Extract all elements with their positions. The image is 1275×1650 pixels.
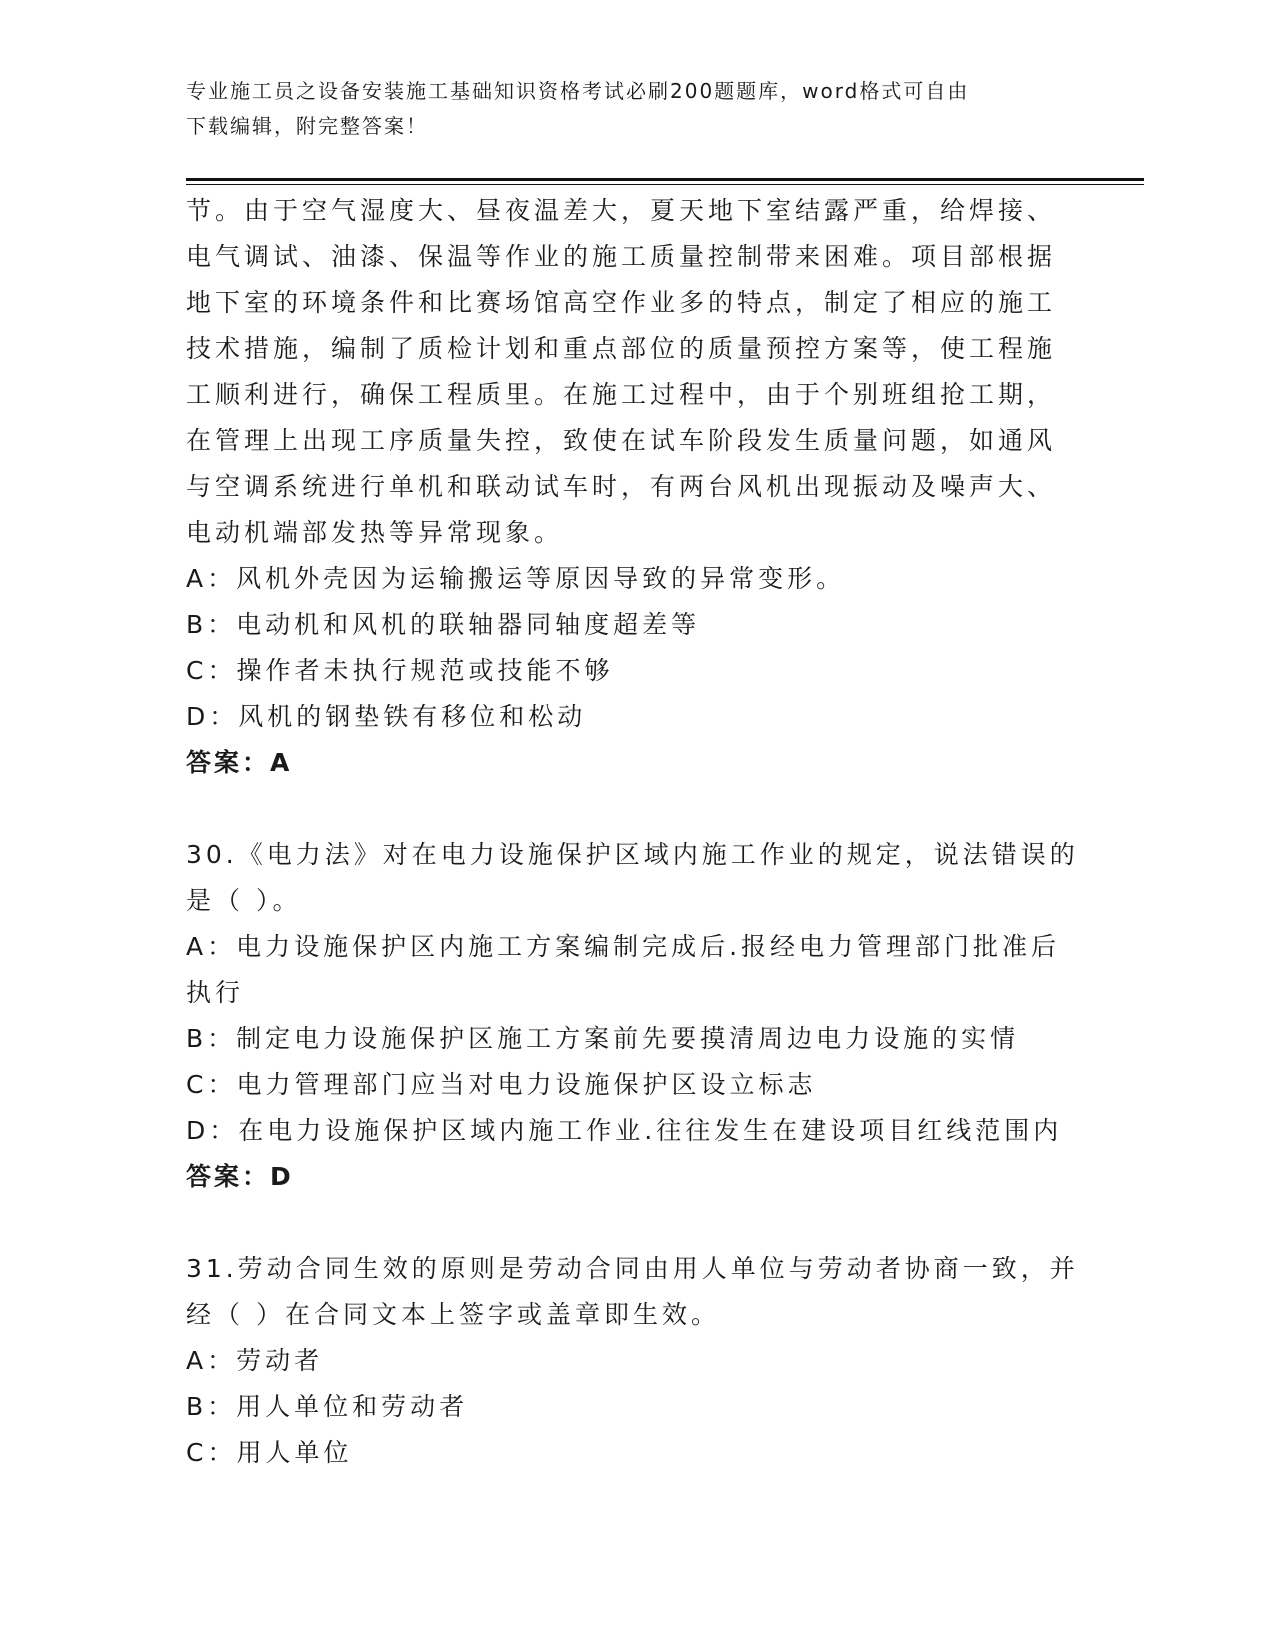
header-line-2: 下载编辑，附完整答案！	[186, 114, 428, 138]
question-stem-line: 31.劳动合同生效的原则是劳动合同由用人单位与劳动者协商一致，并	[186, 1254, 1079, 1283]
question-stem-line: 工顺利进行，确保工程质里。在施工过程中，由于个别班组抢工期，	[186, 380, 1057, 409]
question-spacer	[186, 1200, 1066, 1246]
option-c: C：操作者未执行规范或技能不够	[186, 656, 614, 685]
question-stem-line: 电气调试、油漆、保温等作业的施工质量控制带来困难。项目部根据	[186, 242, 1057, 271]
answer-label: 答案：A	[186, 748, 293, 777]
option-d: D：在电力设施保护区域内施工作业.往往发生在建设项目红线范围内	[186, 1116, 1063, 1145]
option-c: C：电力管理部门应当对电力设施保护区设立标志	[186, 1070, 817, 1099]
option-a: A：电力设施保护区内施工方案编制完成后.报经电力管理部门批准后	[186, 932, 1061, 961]
header-rule	[186, 178, 1144, 181]
question-stem-line: 30.《电力法》对在电力设施保护区域内施工作业的规定，说法错误的	[186, 840, 1079, 869]
option-a-continued: 执行	[186, 978, 245, 1007]
header-line-1: 专业施工员之设备安装施工基础知识资格考试必刷200题题库，word格式可自由	[186, 79, 970, 103]
question-stem-line: 节。由于空气湿度大、昼夜温差大，夏天地下室结露严重，给焊接、	[186, 196, 1057, 225]
page-header	[186, 74, 1086, 144]
document-body	[186, 188, 1079, 1476]
question-stem-line: 与空调系统进行单机和联动试车时，有两台风机出现振动及噪声大、	[186, 472, 1057, 501]
question-30	[186, 832, 1079, 1200]
question-stem-line: 是（ ）。	[186, 886, 302, 915]
option-c: C：用人单位	[186, 1438, 353, 1467]
question-spacer	[186, 786, 1066, 832]
option-a: A：劳动者	[186, 1346, 324, 1375]
question-31	[186, 1246, 1079, 1476]
question-stem-line: 电动机端部发热等异常现象。	[186, 518, 564, 547]
option-b: B：电动机和风机的联轴器同轴度超差等	[186, 610, 701, 639]
option-b: B：制定电力设施保护区施工方案前先要摸清周边电力设施的实情	[186, 1024, 1020, 1053]
question-stem-line: 技术措施，编制了质检计划和重点部位的质量预控方案等，使工程施	[186, 334, 1057, 363]
answer-label: 答案：D	[186, 1162, 294, 1191]
option-b: B：用人单位和劳动者	[186, 1392, 469, 1421]
question-stem-line: 在管理上出现工序质量失控，致使在试车阶段发生质量问题，如通风	[186, 426, 1057, 455]
question-stem-line: 经（ ）在合同文本上签字或盖章即生效。	[186, 1300, 720, 1329]
header-rule-thin	[186, 184, 1144, 185]
question-29-continued	[186, 188, 1066, 786]
question-stem-line: 地下室的环境条件和比赛场馆高空作业多的特点，制定了相应的施工	[186, 288, 1057, 317]
option-d: D：风机的钢垫铁有移位和松动	[186, 702, 587, 731]
option-a: A：风机外壳因为运输搬运等原因导致的异常变形。	[186, 564, 846, 593]
